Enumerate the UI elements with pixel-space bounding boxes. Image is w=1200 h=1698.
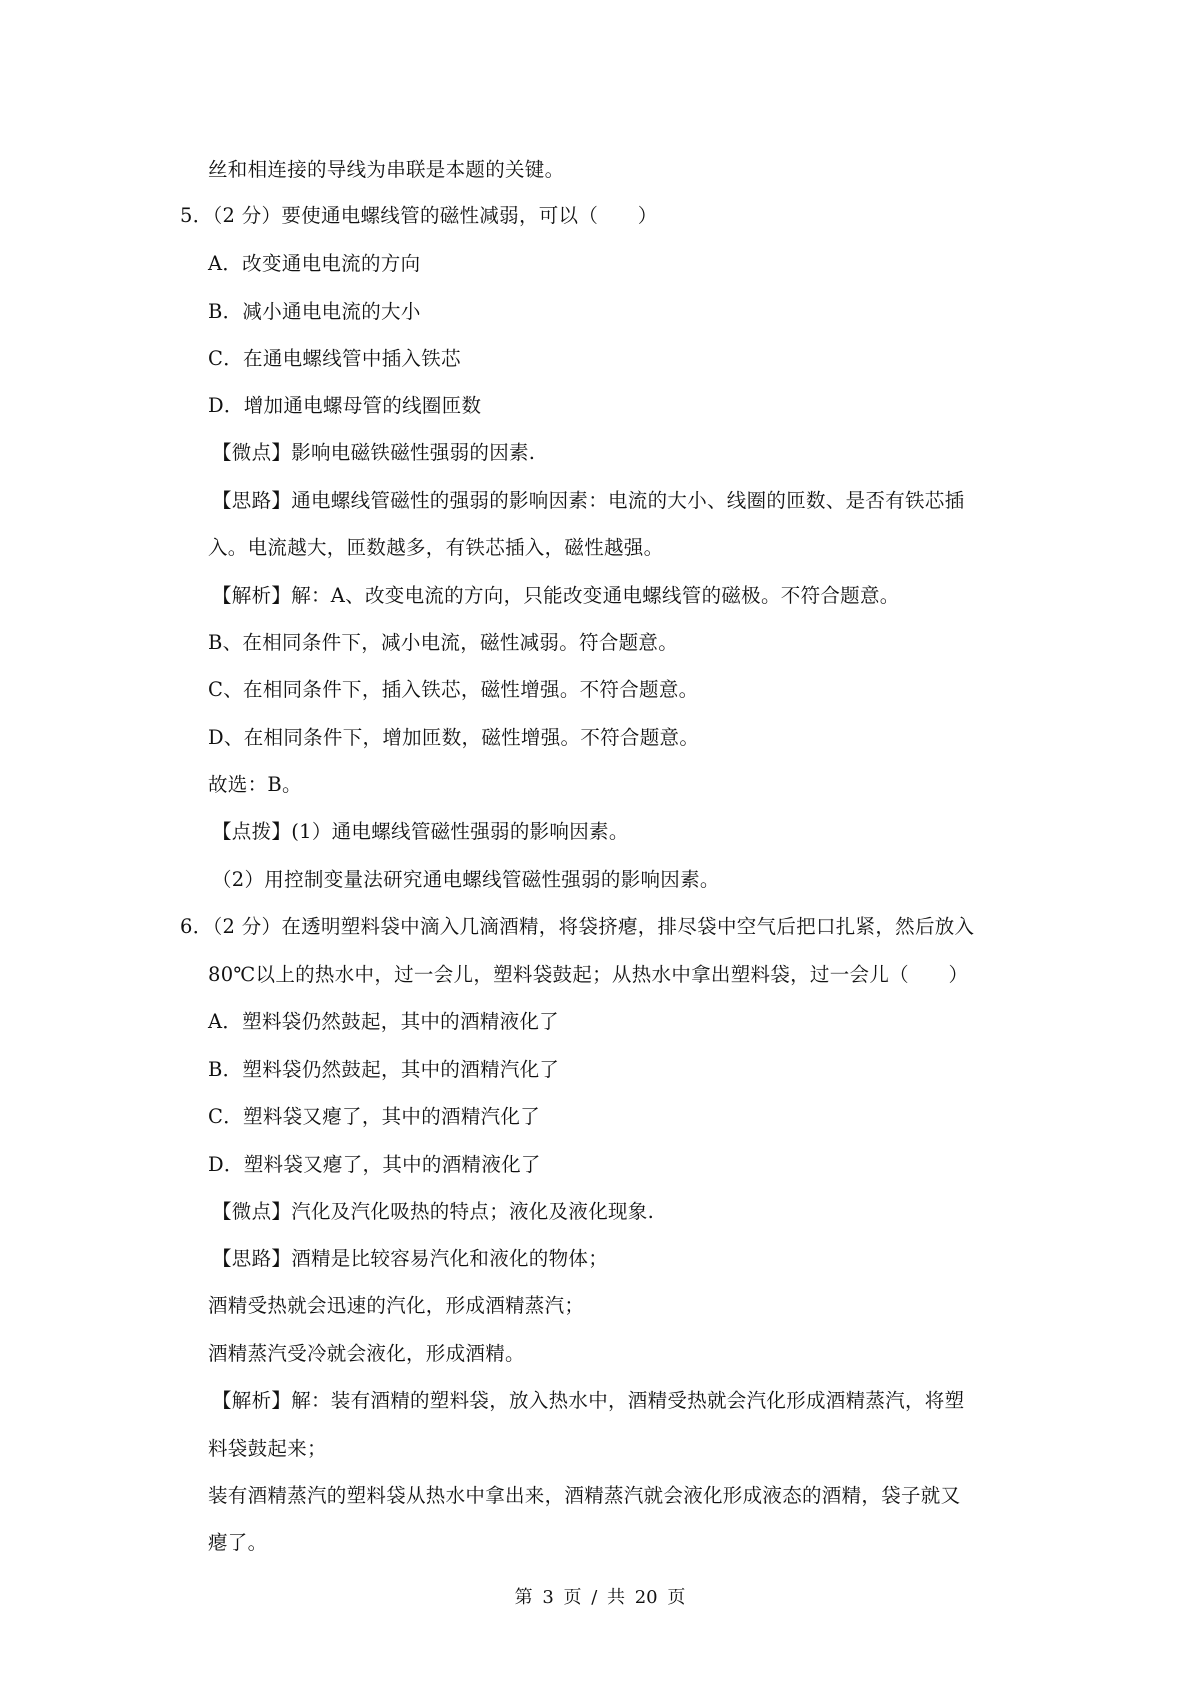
question-5-knowledge-point: 【微点】影响电磁铁磁性强弱的因素. — [212, 441, 536, 464]
question-6-analysis-line-1: 【解析】解：装有酒精的塑料袋，放入热水中，酒精受热就会汽化形成酒精蒸汽，将塑 — [212, 1389, 965, 1412]
question-5-tip-line-1: 【点拨】(1）通电螺线管磁性强弱的影响因素。 — [212, 820, 629, 843]
question-6-option-c: C．塑料袋又瘪了，其中的酒精汽化了 — [208, 1105, 541, 1128]
question-6-stem-line-1: 6．（2 分）在透明塑料袋中滴入几滴酒精，将袋挤瘪，排尽袋中空气后把口扎紧，然后放入 — [180, 915, 975, 938]
question-5-idea-line-2: 入。电流越大，匝数越多，有铁芯插入，磁性越强。 — [208, 536, 664, 559]
question-6-analysis-line-3: 装有酒精蒸汽的塑料袋从热水中拿出来，酒精蒸汽就会液化形成液态的酒精，袋子就又 — [208, 1484, 961, 1507]
question-5-option-c: C．在通电螺线管中插入铁芯 — [208, 347, 461, 370]
question-5-option-b: B．减小通电电流的大小 — [208, 300, 421, 323]
question-6-knowledge-point: 【微点】汽化及汽化吸热的特点；液化及液化现象. — [212, 1200, 655, 1223]
question-6-analysis-line-4: 瘪了。 — [208, 1531, 268, 1554]
question-6-option-a: A．塑料袋仍然鼓起，其中的酒精液化了 — [208, 1010, 559, 1033]
question-5-option-d: D．增加通电螺母管的线圈匝数 — [208, 394, 482, 417]
question-6-idea-line-1: 【思路】酒精是比较容易汽化和液化的物体； — [212, 1247, 609, 1270]
question-5-analysis-line-1: 【解析】解：A、改变电流的方向，只能改变通电螺线管的磁极。不符合题意。 — [212, 584, 900, 607]
page-number-footer: 第 3 页 / 共 20 页 — [514, 1587, 686, 1608]
continuation-text: 丝和相连接的导线为串联是本题的关键。 — [208, 158, 565, 181]
question-6-option-d: D．塑料袋又瘪了，其中的酒精液化了 — [208, 1153, 541, 1176]
question-5-answer: 故选：B。 — [208, 773, 302, 796]
question-5-analysis-c: C、在相同条件下，插入铁芯，磁性增强。不符合题意。 — [208, 678, 699, 701]
question-5-analysis-b: B、在相同条件下，减小电流，磁性减弱。符合题意。 — [208, 631, 679, 654]
question-6-idea-line-2: 酒精受热就会迅速的汽化，形成酒精蒸汽； — [208, 1294, 585, 1317]
question-5-idea-line-1: 【思路】通电螺线管磁性的强弱的影响因素：电流的大小、线圈的匝数、是否有铁芯插 — [212, 489, 965, 512]
question-6-option-b: B．塑料袋仍然鼓起，其中的酒精汽化了 — [208, 1058, 560, 1081]
question-6-analysis-line-2: 料袋鼓起来； — [208, 1437, 327, 1460]
question-5-tip-line-2: （2）用控制变量法研究通电螺线管磁性强弱的影响因素。 — [212, 868, 720, 891]
question-5-analysis-d: D、在相同条件下，增加匝数，磁性增强。不符合题意。 — [208, 726, 700, 749]
question-5-stem: 5．（2 分）要使通电螺线管的磁性减弱，可以（ ） — [180, 204, 658, 227]
question-6-idea-line-3: 酒精蒸汽受冷就会液化，形成酒精。 — [208, 1342, 525, 1365]
question-6-stem-line-2: 80℃以上的热水中，过一会儿，塑料袋鼓起；从热水中拿出塑料袋，过一会儿（ ） — [208, 963, 969, 986]
question-5-option-a: A．改变通电电流的方向 — [208, 252, 421, 275]
